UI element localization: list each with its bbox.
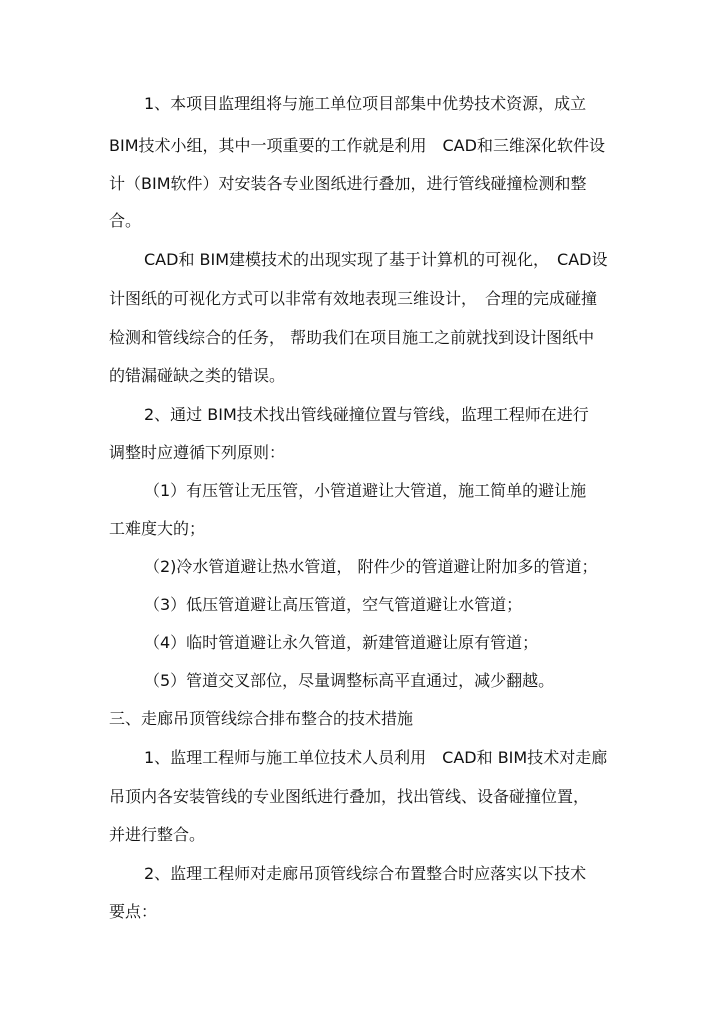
text-line: 工难度大的； [109, 519, 206, 538]
text-line: 要点： [109, 902, 158, 921]
text-line: （5）管道交叉部位，尽量调整标高平直通过，减少翻越。 [144, 671, 555, 690]
text-line: 2、监理工程师对走廊吊顶管线综合布置整合时应落实以下技术 [144, 864, 587, 883]
text-line: 1、本项目监理组将与施工单位项目部集中优势技术资源，成立 [144, 94, 587, 113]
text-line: 2、通过 BIM技术找出管线碰撞位置与管线，监理工程师在进行 [144, 405, 589, 424]
text-line: （4）临时管道避让永久管道，新建管道避让原有管道； [144, 633, 539, 652]
text-line: 并进行整合。 [109, 825, 206, 844]
text-line: 吊顶内各安装管线的专业图纸进行叠加，找出管线、设备碰撞位置， [109, 787, 590, 806]
text-line: BIM技术小组，其中一项重要的工作就是利用 CAD和三维深化软件设 [109, 136, 605, 155]
section-heading: 三、走廊吊顶管线综合排布整合的技术措施 [109, 709, 414, 728]
text-line: 1、监理工程师与施工单位技术人员利用 CAD和 BIM技术对走廊 [144, 748, 608, 767]
text-line: 调整时应遵循下列原则： [109, 443, 286, 462]
text-line: （2)冷水管道避让热水管道， 附件少的管道避让附加多的管道； [144, 557, 598, 576]
text-line: 计图纸的可视化方式可以非常有效地表现三维设计， 合理的完成碰撞 [109, 289, 598, 308]
text-line: （1）有压管让无压管，小管道避让大管道，施工简单的避让施 [144, 481, 587, 500]
text-line: 计（BIM软件）对安装各专业图纸进行叠加，进行管线碰撞检测和整 [109, 174, 587, 193]
text-line: 的错漏碰缺之类的错误。 [109, 366, 286, 385]
text-line: （3）低压管道避让高压管道，空气管道避让水管道； [144, 595, 523, 614]
text-line: 检测和管线综合的任务， 帮助我们在项目施工之前就找到设计图纸中 [109, 328, 595, 347]
text-line: CAD和 BIM建模技术的出现实现了基于计算机的可视化， CAD设 [144, 250, 608, 269]
text-line: 合。 [109, 211, 142, 230]
